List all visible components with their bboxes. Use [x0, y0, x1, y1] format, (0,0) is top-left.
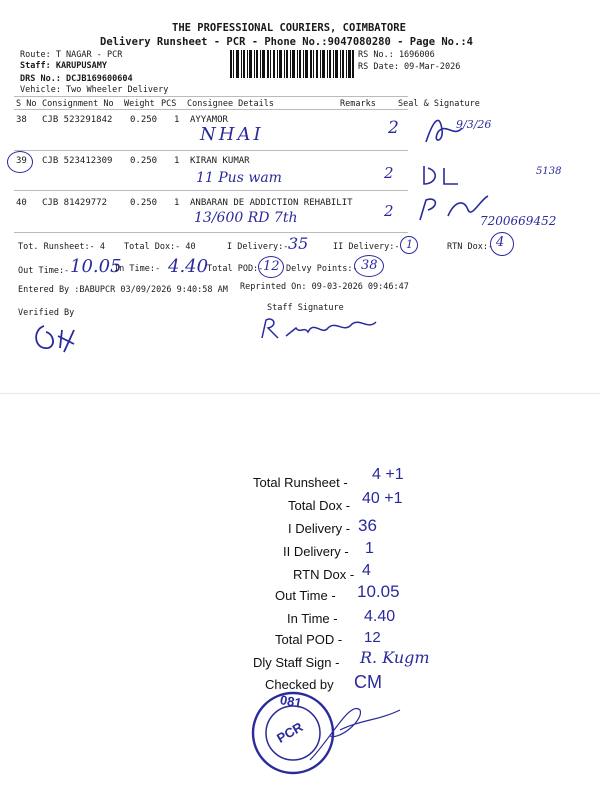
pen-stroke	[300, 680, 410, 770]
verifier-signature	[30, 318, 100, 358]
reprinted-on: Reprinted On: 09-03-2026 09:46:47	[240, 282, 409, 292]
out-time-label: Out Time:-	[18, 266, 70, 276]
row-signature-date: 9/3/26	[456, 118, 492, 131]
staff-signature-scribble	[256, 308, 386, 348]
checklist-label: In Time -	[287, 611, 338, 626]
row-signature-note: 5138	[536, 166, 562, 177]
row-consignee: ANBARAN DE ADDICTION REHABILIT	[190, 198, 353, 208]
tot-runsheet: Tot. Runsheet:- 4	[18, 242, 105, 252]
row-consignment: CJB 523291842	[42, 115, 113, 125]
runsheet-title: Delivery Runsheet - PCR - Phone No.:9047080280 - Page No.:4	[100, 36, 473, 48]
verified-by-label: Verified By	[18, 308, 75, 318]
delvy-points-label: Delvy Points:-	[286, 264, 358, 274]
row-remark-mark: 2	[384, 202, 394, 220]
row-hand-address: NHAI	[200, 124, 264, 145]
col-consignee: Consignee Details	[187, 99, 274, 109]
row-sno: 39	[16, 156, 27, 166]
barcode-image	[230, 50, 354, 78]
row-weight: 0.250	[130, 198, 158, 208]
col-seal: Seal & Signature	[398, 99, 480, 109]
row-consignee: AYYAMOR	[190, 115, 228, 125]
checklist-label: Total POD -	[275, 632, 343, 647]
checklist-label: Checked by	[265, 677, 334, 692]
row-signature-scribble	[418, 160, 478, 190]
staff-label: Staff: KARUPUSAMY	[20, 61, 107, 71]
col-pcs: PCS	[161, 99, 177, 109]
row-remark-mark: 2	[388, 118, 399, 138]
rtn-dox-value: 4	[496, 235, 505, 250]
ii-delivery-value: 1	[406, 238, 413, 251]
row-sno: 38	[16, 115, 27, 125]
checklist-label: Dly Staff Sign -	[253, 655, 340, 670]
total-dox: Total Dox:- 40	[124, 242, 196, 252]
rs-date: RS Date: 09-Mar-2026	[358, 62, 461, 72]
row-hand-address: 13/600 RD 7th	[194, 210, 298, 226]
total-pod-label: Total POD:-	[207, 264, 264, 274]
checklist-value: 4	[362, 562, 371, 579]
i-delivery-value: 35	[288, 234, 309, 253]
row-pcs: 1	[174, 115, 180, 125]
ii-delivery-label: II Delivery:-	[333, 242, 400, 252]
in-time-label: In Time:-	[114, 264, 161, 274]
row-pcs: 1	[174, 198, 180, 208]
checklist-label: Out Time -	[275, 588, 336, 603]
row-remark-mark: 2	[384, 164, 394, 182]
rs-number: RS No.: 1696006	[358, 50, 435, 60]
stamp-center-text: PCR	[274, 719, 306, 746]
out-time-value: 10.05	[70, 256, 122, 277]
stamp-ring-text: 081	[278, 692, 303, 711]
i-delivery-label: I Delivery:-	[227, 242, 289, 252]
row-rule	[14, 150, 408, 151]
row-signature-phone: 7200669452	[480, 214, 557, 228]
checklist-value: 36	[358, 516, 377, 535]
in-time-value: 4.40	[168, 256, 209, 277]
delvy-points-value: 38	[361, 258, 378, 273]
checklist-label: Total Runsheet -	[253, 475, 348, 490]
row-weight: 0.250	[130, 156, 158, 166]
delvy-points-circle	[354, 255, 384, 277]
total-pod-circle	[258, 256, 284, 278]
row-pcs: 1	[174, 156, 180, 166]
checklist-label: Total Dox -	[288, 498, 351, 513]
checklist-value: CM	[354, 672, 382, 692]
checklist-value: 4 +1	[372, 466, 404, 483]
drs-number: DRS No.: DCJB169600604	[20, 74, 133, 84]
vehicle-label: Vehicle: Two Wheeler Delivery	[20, 85, 169, 95]
checklist-label: RTN Dox -	[293, 567, 355, 582]
row-sno: 40	[16, 198, 27, 208]
row-hand-address: 11 Pus wam	[196, 170, 282, 186]
company-name: THE PROFESSIONAL COURIERS, COIMBATORE	[172, 22, 406, 34]
table-bottom-rule	[14, 232, 408, 233]
row-consignment: CJB 81429772	[42, 198, 108, 208]
checklist-value: 10.05	[357, 582, 400, 601]
checklist-label: I Delivery -	[288, 521, 351, 536]
row-sno-circle	[7, 151, 33, 173]
checklist-value: R. Kugm	[360, 648, 430, 667]
col-sno: S No	[16, 99, 37, 109]
col-weight: Weight	[124, 99, 155, 109]
page-fold	[0, 393, 600, 394]
checklist-value: 40 +1	[362, 490, 403, 507]
rtn-dox-label: RTN Dox:-	[447, 242, 494, 252]
route-label: Route: T NAGAR - PCR	[20, 50, 123, 60]
checklist-value: 12	[364, 629, 381, 646]
table-top-rule	[14, 96, 408, 97]
ii-delivery-circle	[400, 236, 418, 254]
entered-by: Entered By :BABUPCR 03/09/2026 9:40:58 AM	[18, 285, 228, 295]
col-remarks: Remarks	[340, 99, 376, 109]
checklist-value: 4.40	[364, 608, 396, 625]
total-pod-value: 12	[263, 259, 280, 274]
col-consignment: Consignment No	[42, 99, 114, 109]
table-header-rule	[14, 109, 408, 110]
checklist-value: 1	[365, 540, 374, 557]
rtn-dox-circle	[490, 232, 514, 256]
row-weight: 0.250	[130, 115, 158, 125]
row-consignee: KIRAN KUMAR	[190, 156, 250, 166]
checklist-label: II Delivery -	[283, 544, 349, 559]
row-rule	[14, 190, 408, 191]
staff-signature-label: Staff Signature	[267, 303, 344, 313]
row-consignment: CJB 523412309	[42, 156, 113, 166]
